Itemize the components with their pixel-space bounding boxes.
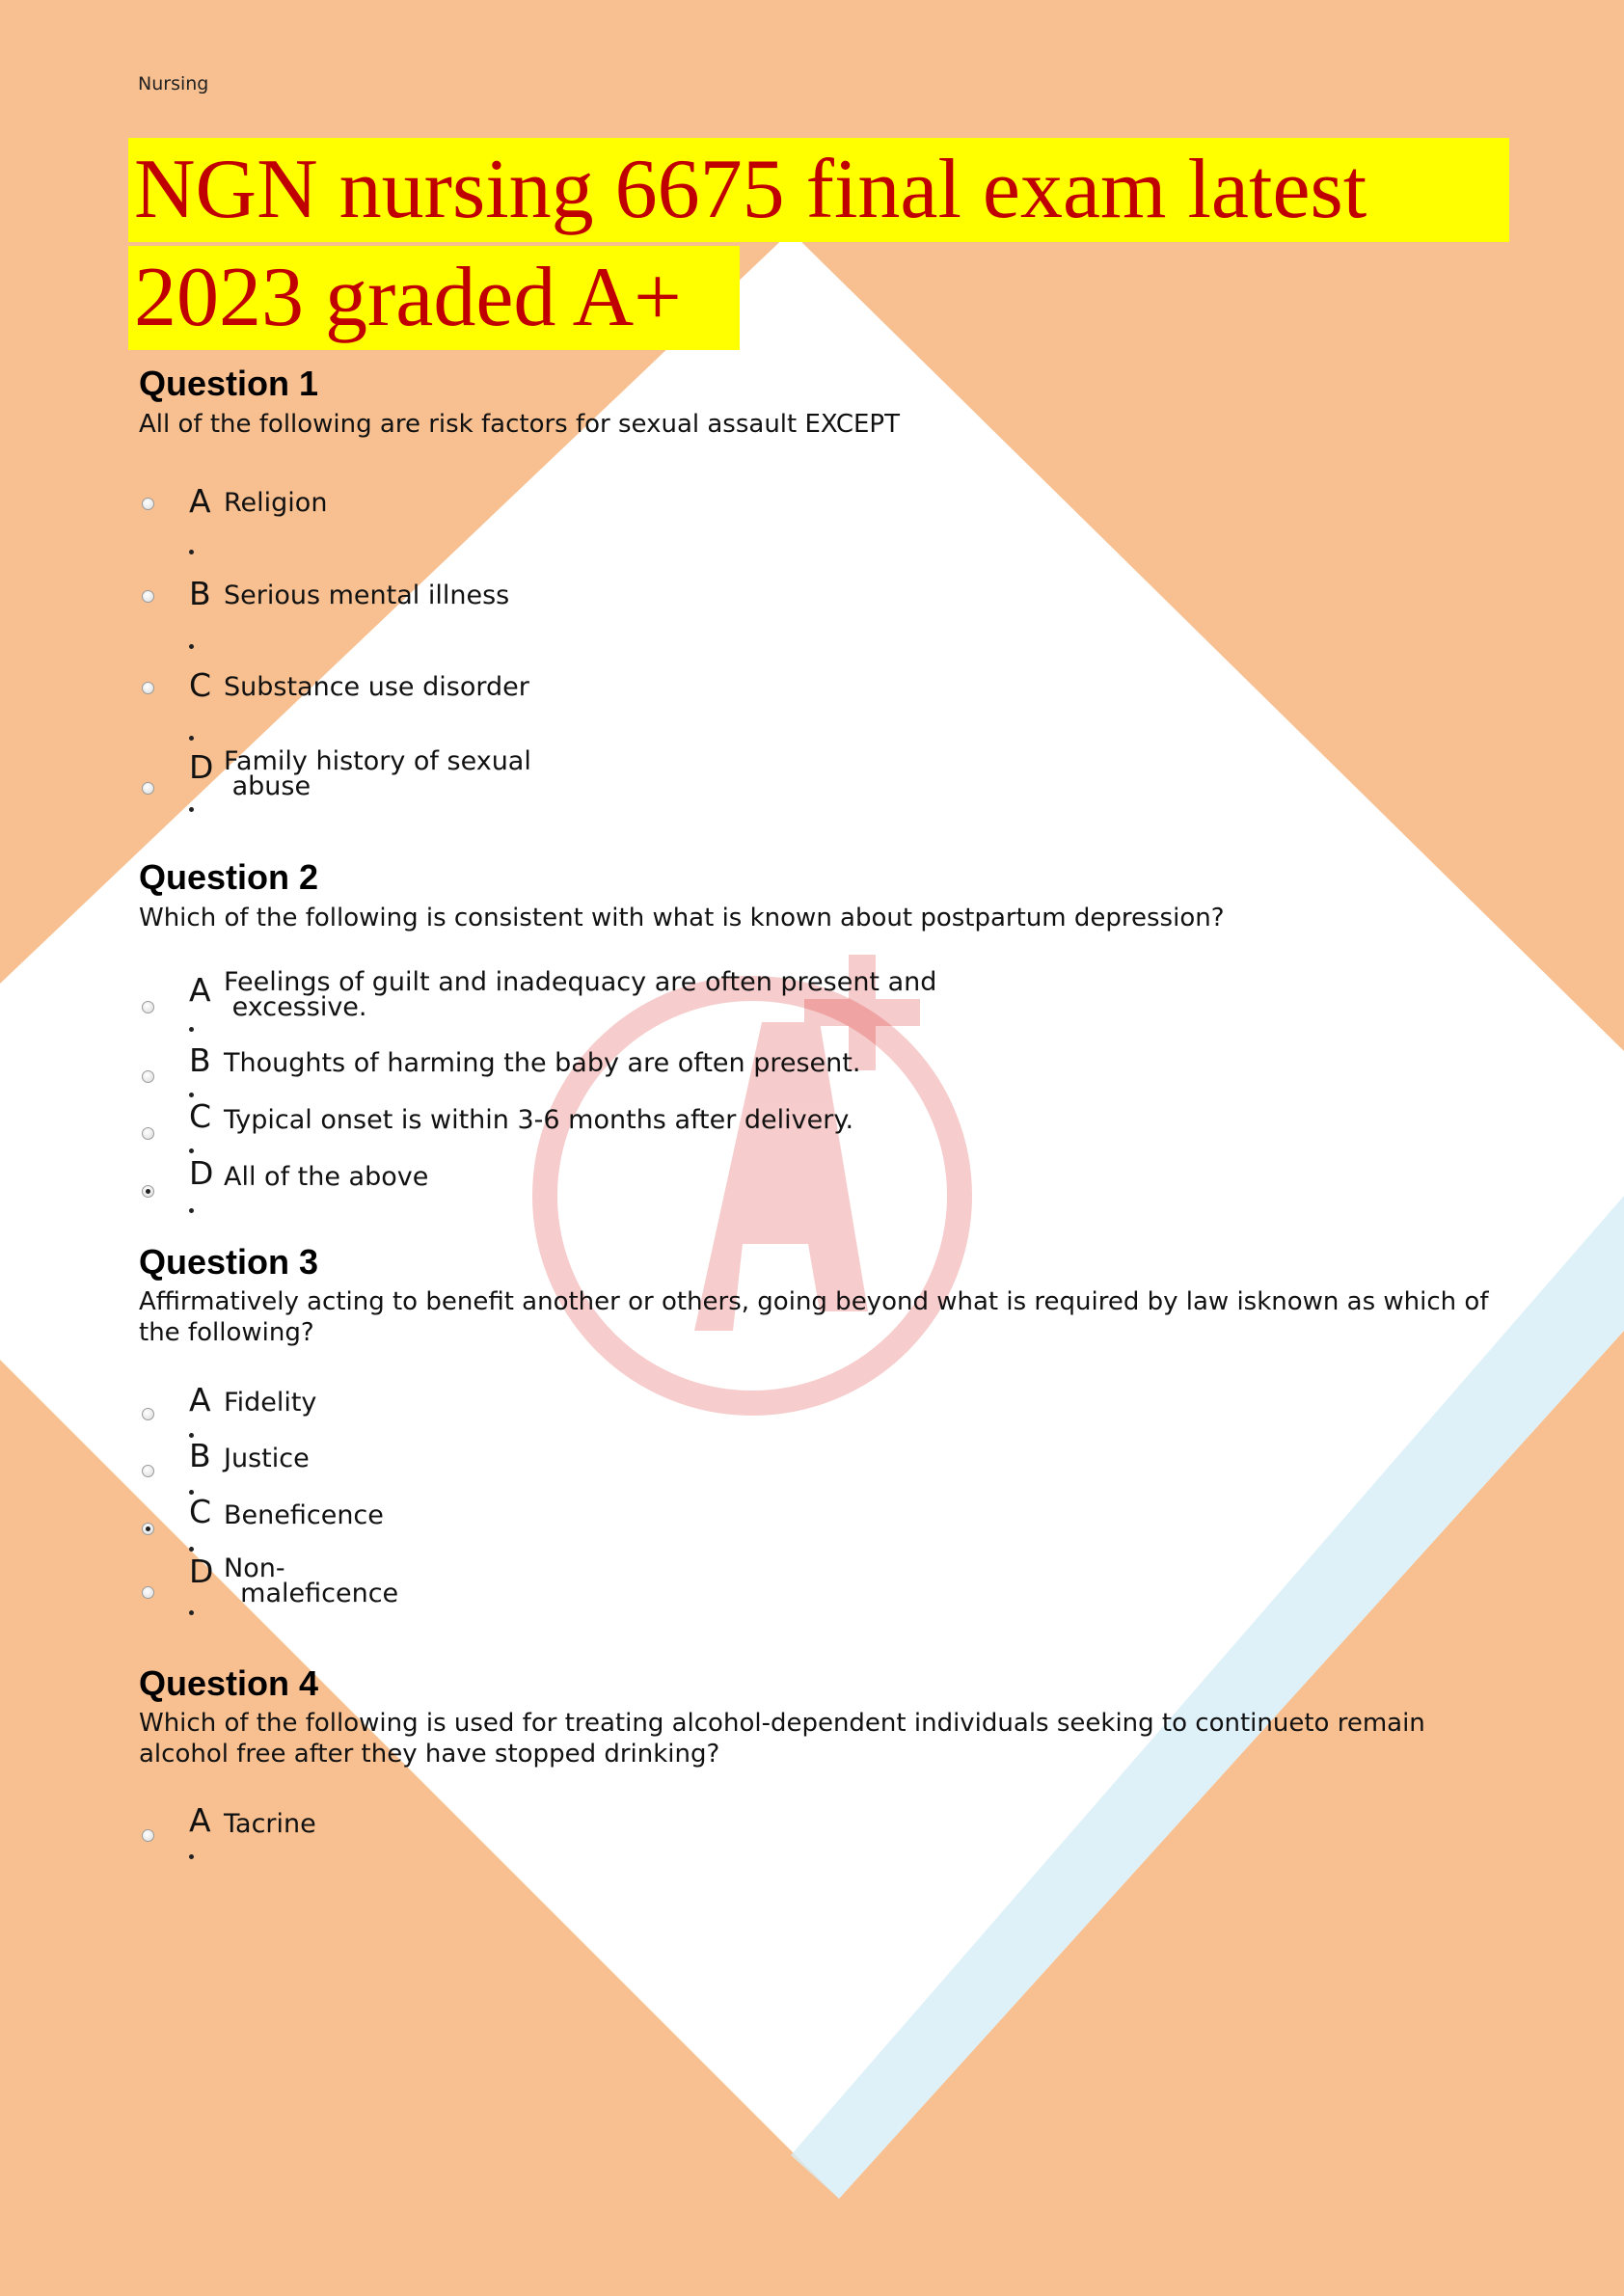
- question-heading: Question 1: [139, 364, 319, 403]
- option-letter: D: [189, 1154, 214, 1192]
- radio-button[interactable]: [142, 1829, 154, 1842]
- option-text: Fidelity: [224, 1388, 317, 1418]
- document-title-line-2: 2023 graded A+: [128, 246, 740, 350]
- option-dot: [189, 1208, 194, 1213]
- option-letter: C: [189, 1493, 212, 1530]
- option-text: Serious mental illness: [224, 581, 510, 610]
- radio-button[interactable]: [142, 1001, 154, 1013]
- option-letter: B: [189, 1041, 211, 1079]
- option-letter: C: [189, 1097, 212, 1135]
- option-dot: [189, 736, 194, 741]
- option-dot: [189, 807, 194, 812]
- radio-button[interactable]: [142, 1465, 154, 1477]
- option-text: Thoughts of harming the baby are often present.: [224, 1048, 861, 1078]
- option-text: Non- maleficence: [224, 1553, 399, 1608]
- option-text: Typical onset is within 3-6 months after delivery.: [224, 1105, 854, 1135]
- radio-button[interactable]: [142, 498, 154, 510]
- option-letter: A: [189, 482, 211, 520]
- option-text: All of the above: [224, 1162, 429, 1192]
- option-letter: A: [189, 1381, 211, 1418]
- question-text: All of the following are risk factors for sexual assault EXCEPT: [139, 410, 900, 439]
- option-text: Beneficence: [224, 1500, 384, 1530]
- radio-button-selected[interactable]: [142, 1185, 154, 1198]
- option-letter: B: [189, 1437, 211, 1474]
- option-text: Tacrine: [224, 1809, 316, 1839]
- radio-button[interactable]: [142, 1586, 154, 1599]
- radio-button[interactable]: [142, 782, 154, 795]
- radio-button[interactable]: [142, 1408, 154, 1420]
- radio-button[interactable]: [142, 1070, 154, 1083]
- option-dot: [189, 1027, 194, 1032]
- option-dot: [189, 644, 194, 649]
- option-letter: B: [189, 575, 211, 612]
- option-letter: D: [189, 1553, 214, 1590]
- header-label: Nursing: [138, 73, 209, 95]
- option-letter: D: [189, 748, 214, 786]
- radio-button[interactable]: [142, 682, 154, 694]
- radio-button[interactable]: [142, 1127, 154, 1140]
- option-letter: A: [189, 1801, 211, 1839]
- option-text: Justice: [224, 1444, 310, 1473]
- radio-button-selected[interactable]: [142, 1523, 154, 1535]
- option-text: Substance use disorder: [224, 672, 529, 702]
- question-text: Which of the following is consistent with what is known about postpartum depression?: [139, 904, 1225, 932]
- option-dot: [189, 1854, 194, 1859]
- question-text: Which of the following is used for treating alcohol-dependent individuals seeking to continueto remain alcohol free after they have stopped drinking?: [139, 1709, 1425, 1769]
- question-text: Affirmatively acting to benefit another or others, going beyond what is required by law isknown as which of the following?: [139, 1287, 1489, 1347]
- option-dot: [189, 1610, 194, 1615]
- option-text: Religion: [224, 488, 328, 518]
- option-text: Family history of sexual abuse: [224, 746, 531, 801]
- question-heading: Question 2: [139, 857, 319, 897]
- option-letter: C: [189, 666, 212, 704]
- question-heading: Question 4: [139, 1663, 319, 1703]
- question-heading: Question 3: [139, 1242, 319, 1282]
- option-dot: [189, 550, 194, 554]
- option-dot: [189, 1547, 194, 1552]
- radio-button[interactable]: [142, 590, 154, 603]
- option-text: Feelings of guilt and inadequacy are often present and excessive.: [224, 967, 937, 1022]
- document-title-line-1: NGN nursing 6675 final exam latest: [128, 138, 1509, 242]
- option-letter: A: [189, 971, 211, 1009]
- option-dot: [189, 1148, 194, 1153]
